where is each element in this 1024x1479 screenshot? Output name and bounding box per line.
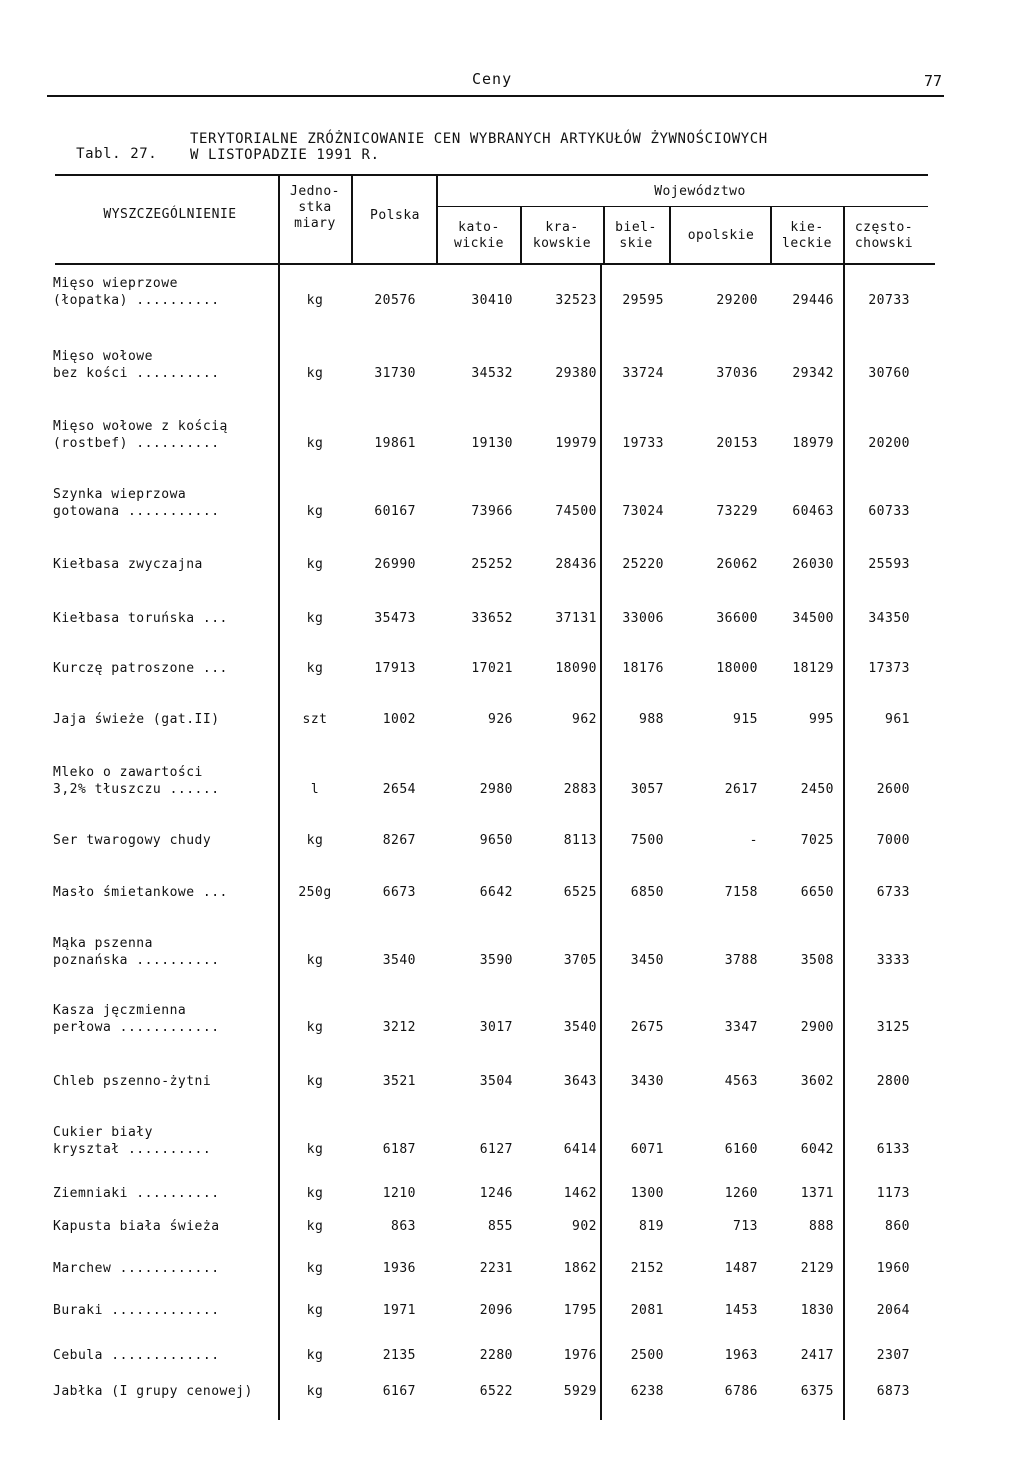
price-cell: 73024	[622, 504, 664, 519]
price-cell: 2135	[382, 1348, 416, 1363]
price-cell: 19130	[471, 436, 513, 451]
price-cell: 18979	[792, 436, 834, 451]
header-czestochowskie: często- chowski	[854, 220, 914, 251]
item-name: 3,2% tłuszczu ......	[53, 782, 220, 797]
header-krakowskie: kra- kowskie	[532, 220, 592, 251]
item-name: (rostbef) ..........	[53, 436, 220, 451]
price-cell: 3508	[800, 953, 834, 968]
price-cell: 60733	[868, 504, 910, 519]
price-cell: 29200	[716, 293, 758, 308]
price-cell: 4563	[724, 1074, 758, 1089]
header-item: WYSZCZEGÓLNIENIE	[103, 207, 237, 222]
price-cell: 3504	[479, 1074, 513, 1089]
price-cell: 9650	[479, 833, 513, 848]
price-cell: 2280	[479, 1348, 513, 1363]
header-rule	[47, 95, 944, 97]
price-cell: 3333	[876, 953, 910, 968]
item-name: gotowana ...........	[53, 504, 220, 519]
price-cell: 2617	[724, 782, 758, 797]
page-number: 77	[924, 72, 943, 90]
col-divider-item	[278, 176, 280, 1420]
unit-cell: kg	[306, 1303, 324, 1318]
price-cell: 17021	[471, 661, 513, 676]
unit-cell: kg	[306, 557, 324, 572]
price-cell: 29380	[555, 366, 597, 381]
price-cell: 18090	[555, 661, 597, 676]
price-cell: 60167	[374, 504, 416, 519]
price-cell: 1210	[382, 1186, 416, 1201]
price-cell: 3643	[563, 1074, 597, 1089]
price-cell: 7500	[630, 833, 664, 848]
item-name: Kapusta biała świeża	[53, 1219, 220, 1234]
price-cell: 33652	[471, 611, 513, 626]
item-name: Kurczę patroszone ...	[53, 661, 228, 676]
item-name: Ser twarogowy chudy	[53, 833, 212, 848]
price-cell: 2450	[800, 782, 834, 797]
price-cell: 819	[639, 1219, 664, 1234]
price-cell: 34532	[471, 366, 513, 381]
price-cell: 8267	[382, 833, 416, 848]
price-cell: 6522	[479, 1384, 513, 1399]
running-title: Ceny	[472, 70, 513, 88]
price-cell: 18176	[622, 661, 664, 676]
price-cell: 73966	[471, 504, 513, 519]
price-cell: 33724	[622, 366, 664, 381]
voivodeship-rule	[437, 206, 928, 207]
price-cell: 35473	[374, 611, 416, 626]
price-cell: 29446	[792, 293, 834, 308]
unit-cell: kg	[306, 611, 324, 626]
unit-cell: kg	[306, 1142, 324, 1157]
price-cell: 25252	[471, 557, 513, 572]
price-cell: 6238	[630, 1384, 664, 1399]
price-cell: 3590	[479, 953, 513, 968]
header-kieleckie: kie- leckie	[782, 220, 832, 251]
price-cell: 3125	[876, 1020, 910, 1035]
unit-cell: kg	[306, 661, 324, 676]
price-cell: 6850	[630, 885, 664, 900]
price-cell: 2081	[630, 1303, 664, 1318]
price-cell: 74500	[555, 504, 597, 519]
price-cell: -	[749, 833, 758, 848]
item-name: Cebula .............	[53, 1348, 220, 1363]
item-name: Marchew ............	[53, 1261, 220, 1276]
unit-cell: 250g	[298, 885, 332, 900]
price-cell: 17373	[868, 661, 910, 676]
item-name: Buraki .............	[53, 1303, 220, 1318]
table-label: Tabl. 27.	[76, 146, 158, 162]
unit-cell: kg	[306, 833, 324, 848]
price-cell: 1971	[382, 1303, 416, 1318]
price-cell: 3788	[724, 953, 758, 968]
price-cell: 3430	[630, 1074, 664, 1089]
price-cell: 1936	[382, 1261, 416, 1276]
price-cell: 25593	[868, 557, 910, 572]
unit-cell: kg	[306, 1384, 324, 1399]
price-cell: 962	[572, 712, 597, 727]
price-cell: 3540	[563, 1020, 597, 1035]
item-name: Szynka wieprzowa	[53, 487, 187, 502]
price-cell: 3705	[563, 953, 597, 968]
price-cell: 2064	[876, 1303, 910, 1318]
price-cell: 2417	[800, 1348, 834, 1363]
price-cell: 3521	[382, 1074, 416, 1089]
price-cell: 6071	[630, 1142, 664, 1157]
price-cell: 30410	[471, 293, 513, 308]
price-cell: 3057	[630, 782, 664, 797]
price-cell: 902	[572, 1219, 597, 1234]
price-cell: 863	[391, 1219, 416, 1234]
col-divider-poland	[436, 176, 438, 264]
item-name: Chleb pszenno-żytni	[53, 1074, 212, 1089]
price-cell: 1002	[382, 712, 416, 727]
price-cell: 2231	[479, 1261, 513, 1276]
price-cell: 19861	[374, 436, 416, 451]
price-cell: 7158	[724, 885, 758, 900]
price-cell: 1960	[876, 1261, 910, 1276]
price-cell: 28436	[555, 557, 597, 572]
price-cell: 2096	[479, 1303, 513, 1318]
price-cell: 1963	[724, 1348, 758, 1363]
item-name: Kiełbasa toruńska ...	[53, 611, 228, 626]
price-cell: 1830	[800, 1303, 834, 1318]
price-cell: 3540	[382, 953, 416, 968]
unit-cell: l	[310, 782, 320, 797]
price-cell: 18129	[792, 661, 834, 676]
table-header-bottom-rule	[55, 263, 935, 265]
price-cell: 5929	[563, 1384, 597, 1399]
price-cell: 2900	[800, 1020, 834, 1035]
price-cell: 995	[809, 712, 834, 727]
price-cell: 29595	[622, 293, 664, 308]
price-cell: 37036	[716, 366, 758, 381]
price-cell: 2129	[800, 1261, 834, 1276]
item-name: Cukier biały	[53, 1125, 153, 1140]
price-cell: 30760	[868, 366, 910, 381]
unit-cell: kg	[306, 1219, 324, 1234]
price-cell: 1300	[630, 1186, 664, 1201]
price-cell: 2600	[876, 782, 910, 797]
price-cell: 3212	[382, 1020, 416, 1035]
price-cell: 33006	[622, 611, 664, 626]
item-name: Mięso wołowe	[53, 349, 153, 364]
price-cell: 7000	[876, 833, 910, 848]
price-cell: 6525	[563, 885, 597, 900]
price-cell: 926	[488, 712, 513, 727]
unit-cell: szt	[302, 712, 328, 727]
col-divider-bielskie	[669, 207, 671, 264]
price-cell: 36600	[716, 611, 758, 626]
price-cell: 988	[639, 712, 664, 727]
price-cell: 73229	[716, 504, 758, 519]
item-name: bez kości ..........	[53, 366, 220, 381]
price-cell: 1371	[800, 1186, 834, 1201]
price-cell: 1246	[479, 1186, 513, 1201]
unit-cell: kg	[306, 436, 324, 451]
price-cell: 60463	[792, 504, 834, 519]
header-voivodeship: Województwo	[654, 184, 746, 199]
table-title: TERYTORIALNE ZRÓŻNICOWANIE CEN WYBRANYCH ARTYKUŁÓW ŻYWNOŚCIOWYCH	[190, 131, 768, 147]
price-cell: 6873	[876, 1384, 910, 1399]
price-cell: 860	[885, 1219, 910, 1234]
price-cell: 3602	[800, 1074, 834, 1089]
price-cell: 713	[733, 1219, 758, 1234]
price-cell: 1173	[876, 1186, 910, 1201]
price-cell: 1976	[563, 1348, 597, 1363]
price-cell: 915	[733, 712, 758, 727]
price-cell: 18000	[716, 661, 758, 676]
header-opolskie: opolskie	[687, 228, 755, 243]
price-cell: 6642	[479, 885, 513, 900]
header-bielskie: biel- skie	[615, 220, 657, 251]
table-title-line2: W LISTOPADZIE 1991 R.	[190, 147, 380, 163]
unit-cell: kg	[306, 366, 324, 381]
item-name: perłowa ............	[53, 1020, 220, 1035]
item-name: (łopatka) ..........	[53, 293, 220, 308]
price-cell: 6167	[382, 1384, 416, 1399]
item-name: Ziemniaki ..........	[53, 1186, 220, 1201]
item-name: Kasza jęczmienna	[53, 1003, 187, 1018]
price-cell: 1462	[563, 1186, 597, 1201]
price-cell: 2800	[876, 1074, 910, 1089]
item-name: Kiełbasa zwyczajna	[53, 557, 203, 572]
unit-cell: kg	[306, 1261, 324, 1276]
item-name: Jabłka (I grupy cenowej)	[53, 1384, 253, 1399]
unit-cell: kg	[306, 1074, 324, 1089]
item-name: Mięso wieprzowe	[53, 276, 178, 291]
unit-cell: kg	[306, 504, 324, 519]
price-cell: 20576	[374, 293, 416, 308]
item-name: Mięso wołowe z kością	[53, 419, 228, 434]
price-cell: 20733	[868, 293, 910, 308]
price-cell: 17913	[374, 661, 416, 676]
unit-cell: kg	[306, 293, 324, 308]
price-cell: 2307	[876, 1348, 910, 1363]
price-cell: 6375	[800, 1384, 834, 1399]
price-cell: 32523	[555, 293, 597, 308]
price-cell: 6187	[382, 1142, 416, 1157]
price-cell: 3347	[724, 1020, 758, 1035]
price-cell: 25220	[622, 557, 664, 572]
price-cell: 31730	[374, 366, 416, 381]
price-cell: 34500	[792, 611, 834, 626]
col-divider-unit	[351, 176, 353, 264]
price-cell: 1795	[563, 1303, 597, 1318]
price-cell: 19979	[555, 436, 597, 451]
header-katowickie: kato- wickie	[454, 220, 504, 251]
table-top-rule	[55, 174, 928, 176]
price-cell: 1487	[724, 1261, 758, 1276]
header-unit: Jedno- stka miary	[290, 184, 340, 231]
price-cell: 2675	[630, 1020, 664, 1035]
price-cell: 26990	[374, 557, 416, 572]
price-cell: 961	[885, 712, 910, 727]
price-cell: 2500	[630, 1348, 664, 1363]
price-cell: 2980	[479, 782, 513, 797]
price-cell: 6127	[479, 1142, 513, 1157]
price-cell: 37131	[555, 611, 597, 626]
unit-cell: kg	[306, 1348, 324, 1363]
price-cell: 20153	[716, 436, 758, 451]
running-header	[0, 66, 1024, 96]
price-cell: 6042	[800, 1142, 834, 1157]
price-cell: 1260	[724, 1186, 758, 1201]
price-cell: 1862	[563, 1261, 597, 1276]
price-cell: 6673	[382, 885, 416, 900]
price-cell: 3017	[479, 1020, 513, 1035]
price-cell: 6650	[800, 885, 834, 900]
header-poland: Polska	[370, 208, 420, 223]
price-cell: 6414	[563, 1142, 597, 1157]
unit-cell: kg	[306, 1186, 324, 1201]
unit-cell: kg	[306, 1020, 324, 1035]
item-name: kryształ ..........	[53, 1142, 212, 1157]
price-cell: 6733	[876, 885, 910, 900]
price-cell: 2152	[630, 1261, 664, 1276]
price-cell: 29342	[792, 366, 834, 381]
item-name: Mleko o zawartości	[53, 765, 203, 780]
price-cell: 888	[809, 1219, 834, 1234]
price-cell: 19733	[622, 436, 664, 451]
item-name: Masło śmietankowe ...	[53, 885, 228, 900]
price-cell: 26030	[792, 557, 834, 572]
price-cell: 2883	[563, 782, 597, 797]
price-cell: 6160	[724, 1142, 758, 1157]
price-cell: 6133	[876, 1142, 910, 1157]
unit-cell: kg	[306, 953, 324, 968]
item-name: Jaja świeże (gat.II)	[53, 712, 220, 727]
price-cell: 855	[488, 1219, 513, 1234]
item-name: Mąka pszenna	[53, 936, 153, 951]
price-cell: 3450	[630, 953, 664, 968]
price-cell: 26062	[716, 557, 758, 572]
price-cell: 2654	[382, 782, 416, 797]
price-cell: 8113	[563, 833, 597, 848]
item-name: poznańska ..........	[53, 953, 220, 968]
price-cell: 34350	[868, 611, 910, 626]
price-cell: 7025	[800, 833, 834, 848]
price-cell: 6786	[724, 1384, 758, 1399]
price-cell: 1453	[724, 1303, 758, 1318]
price-cell: 20200	[868, 436, 910, 451]
